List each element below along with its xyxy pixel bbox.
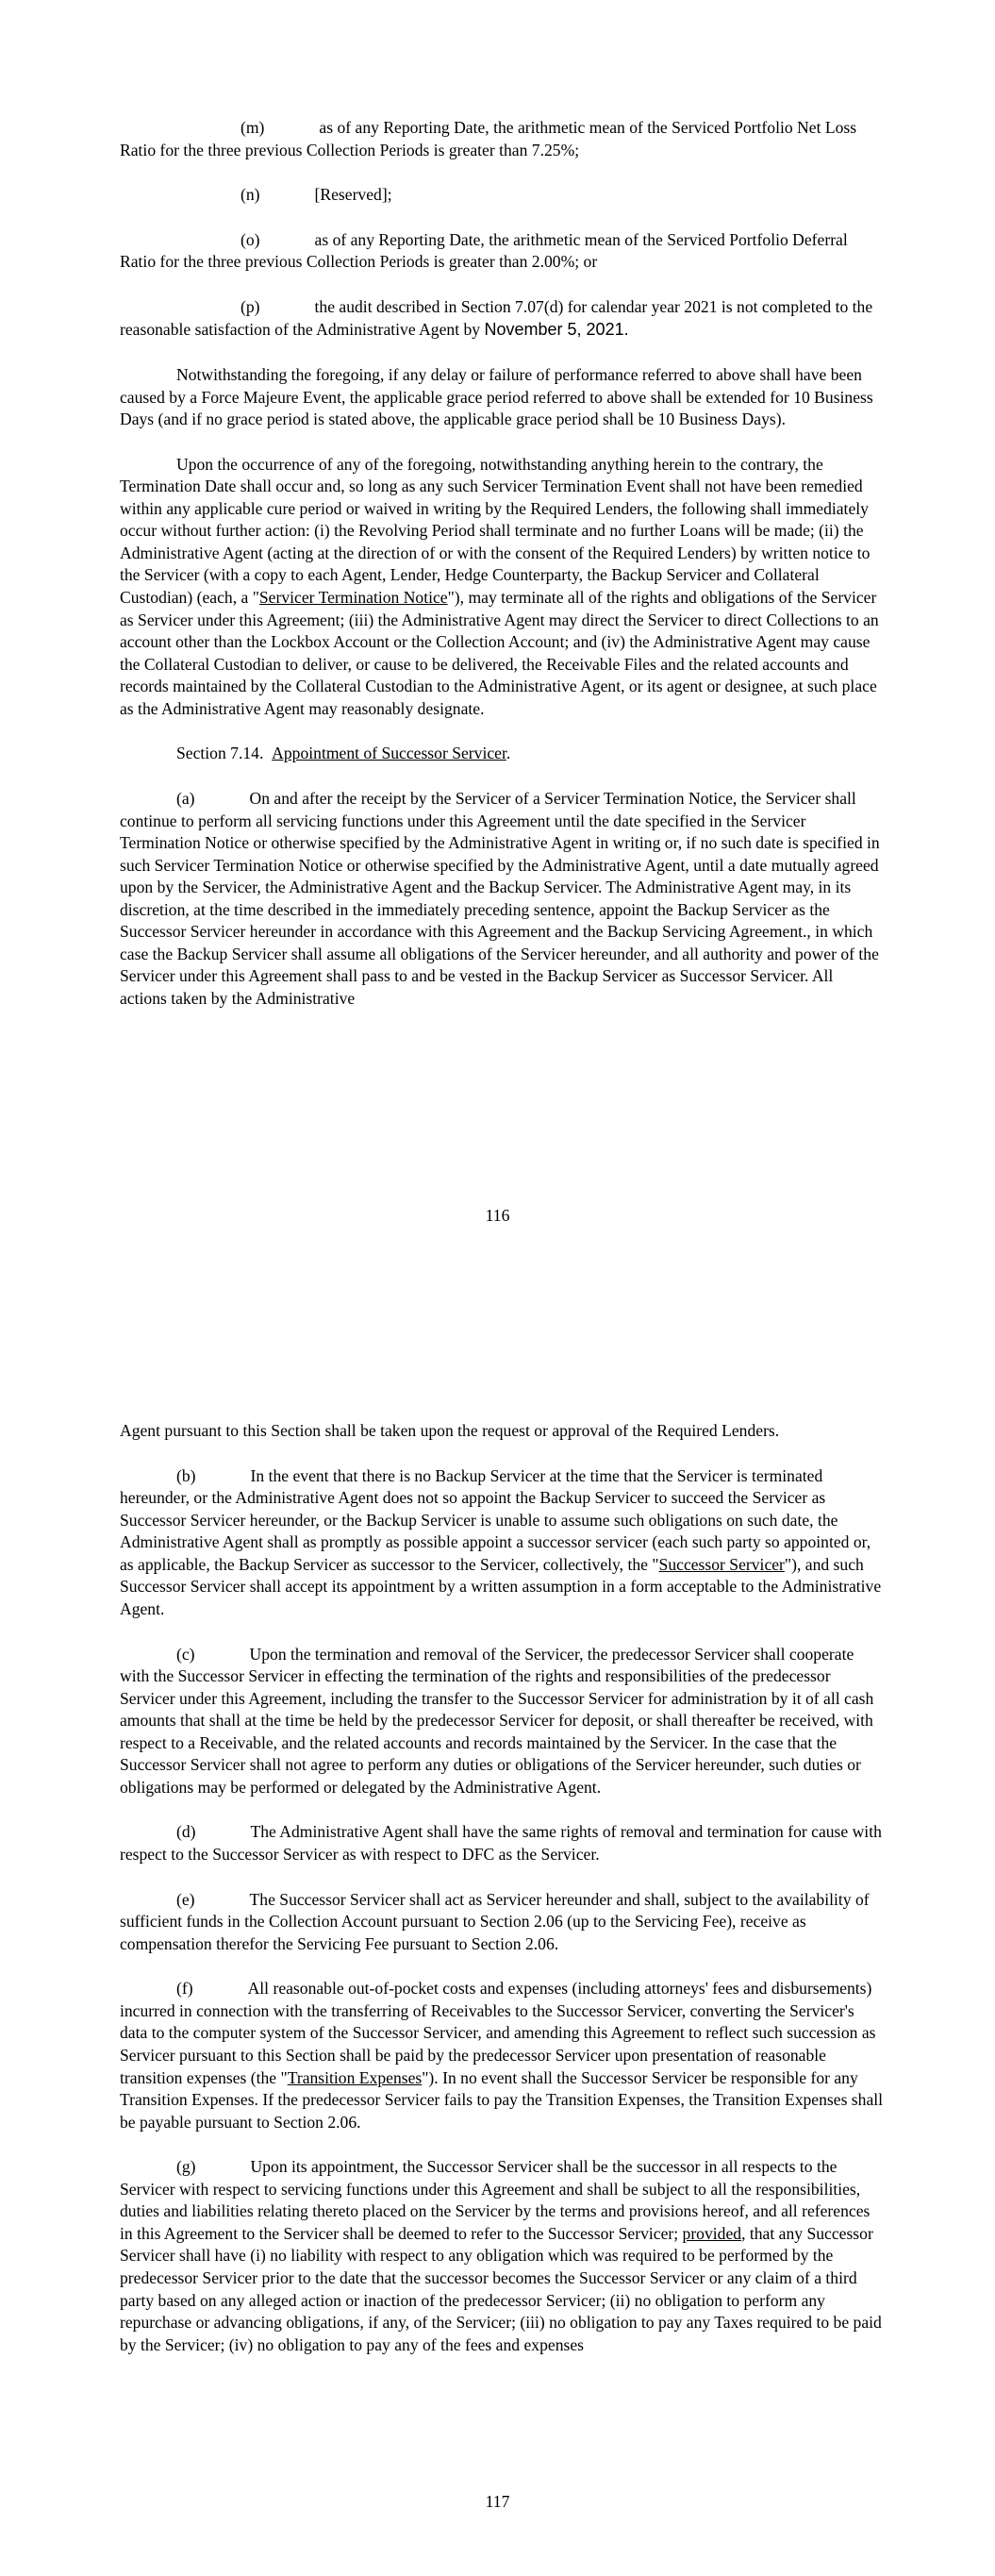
clause-n-label: (n) — [240, 185, 260, 205]
clause-n — [120, 184, 884, 207]
clause-g-label: (g) — [176, 2157, 196, 2177]
clause-f-text-start: All reasonable out-of-pocket costs and expenses (including attorneys' fees and disbursements) incurred in connection with the transferring of Receivables to the Successor Servicer, converting the Servicer's data to the computer system of the Successor Servicer, and amending this Agreement to reflect such succession as Servicer pursuant to this Section shall be paid by the predecessor Servicer upon presentation of reasonable transition expenses (the " — [120, 1979, 876, 2087]
clause-m — [120, 117, 884, 161]
termination-consequences-text-end: "), may terminate all of the rights and obligations of the Servicer as Servicer under this Agreement; (iii) the Administrative Agent may direct the Servicer to direct Collections to an account other than the Lockbox Account or the Collection Account; and (iv) the Administrative Agent may cause the Collateral Custodian to deliver, or cause to be delivered, the Receivable Files and the related accounts and records maintained by the Collateral Custodian to the Administrative Agent, or its agent or designee, at such place as the Administrative Agent may reasonably designate. — [120, 588, 879, 718]
clause-p-date: November 5, 2021. — [484, 320, 629, 340]
clause-a — [120, 788, 884, 1011]
clause-a-text: On and after the receipt by the Servicer of a Servicer Termination Notice, the Servicer shall continue to perform all servicing functions under this Agreement until the date specified in the Servicer Termination Notice or otherwise specified by the Administrative Agent in writing or, if no such date is specified in such Servicer Termination Notice or otherwise specified by the Administrative Agent, until a date mutually agreed upon by the Servicer, the Administrative Agent and the Backup Servicer. The Administrative Agent may, in its discretion, at the time described in the immediately preceding sentence, appoint the Backup Servicer as the Successor Servicer hereunder in accordance with this Agreement and the Backup Servicing Agreement., in which case the Backup Servicer shall assume all obligations of the Servicer hereunder, and all authority and power of the Servicer under this Agreement shall pass to and be vested in the Backup Servicer as Successor Servicer. All actions taken by the Administrative — [120, 788, 880, 1008]
page-number: 117 — [485, 2492, 510, 2511]
clause-d — [120, 1821, 884, 1865]
section-title-period: . — [506, 744, 511, 763]
clause-b-text-start: In the event that there is no Backup Servicer at the time that the Servicer is terminated hereunder, or the Administrative Agent does not so appoint the Backup Servicer to succeed the Servicer as Successor Servicer hereunder, or the Backup Servicer is unable to assume such obligations on such date, the Administrative Agent shall as promptly as possible appoint a successor servicer (each such party so appointed or, as applicable, the Backup Servicer as successor to the Servicer, collectively, the " — [120, 1465, 871, 1574]
clause-m-label: (m) — [240, 118, 265, 137]
clause-o — [120, 229, 884, 274]
page-number: 116 — [485, 1206, 510, 1225]
termination-consequences-text-start: Upon the occurrence of any of the foregoing, notwithstanding anything herein to the contrary, the Termination Date shall occur and, so long as any such Servicer Termination Event shall not have been remedied within any applicable cure period or waived in writing by the Required Lenders, the following shall immediately occur without further action: (i) the Revolving Period shall terminate and no further Loans will be made; (ii) the Administrative Agent (acting at the direction of or with the consent of the Required Lenders) by written notice to the Servicer (with a copy to each Agent, Lender, Hedge Counterparty, the Backup Servicer and Collateral Custodian) (each, a " — [120, 454, 871, 607]
clause-e-text: The Successor Servicer shall act as Servicer hereunder and shall, subject to the availability of sufficient funds in the Collection Account pursuant to Section 2.06 (up to the Servicing Fee), receive as compensation therefor the Servicing Fee pursuant to Section 2.06. — [120, 1889, 870, 1953]
clause-g-text-end: , that any Successor Servicer shall have (i) no liability with respect to any obligation which was required to be performed by the predecessor Servicer prior to the date that the successor becomes the Successor Servicer or any claim of a third party based on any alleged action or inaction of the predecessor Servicer; (ii) no obligation to perform any repurchase or advancing obligations, if any, of the Servicer; (iii) no obligation to pay any Taxes required to be paid by the Servicer; (iv) no obligation to pay any of the fees and expenses — [120, 2223, 882, 2354]
clause-e-label: (e) — [176, 1889, 195, 1909]
continuation-paragraph: Agent pursuant to this Section shall be taken upon the request or approval of the Required Lenders. — [120, 1421, 780, 1440]
clause-g-text-start: Upon its appointment, the Successor Servicer shall be the successor in all respects to the Servicer with respect to servicing functions under this Agreement and shall be subject to all the responsibilities, duties and liabilities relating thereto placed on the Servicer by the terms and provisions hereof, and all references in this Agreement to the Servicer shall be deemed to refer to the Successor Servicer; — [120, 2157, 871, 2243]
section-7-14-heading — [120, 743, 884, 765]
clause-o-text: as of any Reporting Date, the arithmetic mean of the Serviced Portfolio Deferral Ratio for the three previous Collection Periods is greater than 2.00%; or — [120, 229, 848, 272]
termination-consequences-paragraph — [120, 454, 884, 721]
clause-f-text-end: "). In no event shall the Successor Servicer be responsible for any Transition Expenses. If the predecessor Servicer fails to pay the Transition Expenses, the Transition Expenses shall be payable pursuant to Section 2.06. — [120, 2067, 884, 2132]
clause-c-label: (c) — [176, 1644, 195, 1664]
clause-f-label: (f) — [176, 1979, 193, 1999]
clause-b — [120, 1465, 884, 1621]
clause-m-text: as of any Reporting Date, the arithmetic mean of the Serviced Portfolio Net Loss Ratio for the three previous Collection Periods is greater than 7.25%; — [120, 118, 857, 159]
defined-term-transition-expenses: Transition Expenses — [287, 2067, 423, 2087]
clause-f — [120, 1978, 884, 2133]
section-number: Section 7.14. — [176, 744, 264, 763]
document-page-117 — [0, 1288, 995, 2576]
clause-o-label: (o) — [240, 229, 260, 249]
clause-p-text: the audit described in Section 7.07(d) for calendar year 2021 is not completed to the reasonable satisfaction of the Administrative Agent by — [120, 296, 873, 340]
clause-e — [120, 1889, 884, 1956]
clause-a-label: (a) — [176, 788, 195, 808]
clause-c — [120, 1644, 884, 1799]
clause-b-text-end: "), and such Successor Servicer shall accept its appointment by a written assumption in a form acceptable to the Administrative Agent. — [120, 1554, 882, 1618]
clause-n-text: [Reserved]; — [314, 185, 392, 205]
page-117-body — [120, 1420, 884, 2379]
clause-p — [120, 296, 884, 342]
page-116-body — [120, 117, 884, 1033]
defined-term-servicer-termination-notice: Servicer Termination Notice — [258, 588, 448, 607]
section-title: Appointment of Successor Servicer — [272, 744, 506, 763]
clause-d-text: The Administrative Agent shall have the same rights of removal and termination for cause with respect to the Successor Servicer as with respect to DFC as the Servicer. — [120, 1822, 882, 1864]
clause-g — [120, 2156, 884, 2356]
defined-term-provided: provided — [682, 2223, 742, 2243]
clause-d-label: (d) — [176, 1822, 196, 1842]
notwithstanding-paragraph: Notwithstanding the foregoing, if any delay or failure of performance referred to above shall have been caused by a Force Majeure Event, the applicable grace period referred to above shall be extended for 10 Business Days (and if no grace period is stated above, the applicable grace period shall be 10 Business Days). — [120, 364, 873, 429]
clause-c-text: Upon the termination and removal of the Servicer, the predecessor Servicer shall cooperate with the Successor Servicer in effecting the termination of the rights and responsibilities of the predecessor Servicer under this Agreement, including the transfer to the Successor Servicer for administration by it of all cash amounts that shall at the time be held by the predecessor Servicer for deposit, or shall thereafter be received, with respect to a Receivable, and the related accounts and records maintained by the Servicer. In the case that the Successor Servicer shall not agree to perform any duties or obligations of the Servicer hereunder, such duties or obligations may be performed or delegated by the Administrative Agent. — [120, 1644, 874, 1797]
clause-p-label: (p) — [240, 296, 260, 316]
defined-term-successor-servicer: Successor Servicer — [658, 1554, 785, 1574]
clause-b-label: (b) — [176, 1465, 196, 1485]
